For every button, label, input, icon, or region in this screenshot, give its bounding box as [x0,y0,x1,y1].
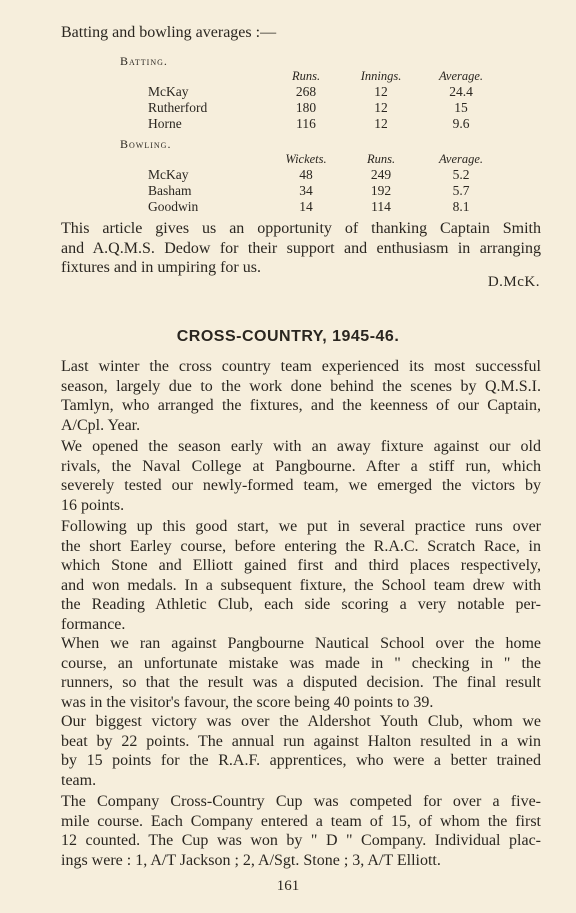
text-line: the short Earley course, before entering the R.A.C. Scratch Race, in [61,537,541,555]
text-line: Our biggest victory was over the Aldershot Youth Club, whom we [61,713,541,730]
runs-value: 192 [370,183,392,198]
average-value: 5.7 [452,183,470,198]
text-line: runners, so that the result was a disputed decision. The final result [61,674,541,691]
wickets-value: 34 [299,183,313,198]
text-line: and won medals. In a subsequent fixture, the School team drew with [61,576,541,594]
runs-value: 116 [296,116,316,131]
runs-value: 249 [370,167,392,182]
average-value: 9.6 [452,116,470,131]
text-line: which Stone and Elliott gained first and third places respectively, [61,557,541,574]
text-line: 12 counted. The Cup was won by " D " Company. Individual plac- [61,832,541,849]
bowling-col-runs: Runs. [366,152,396,166]
batting-col-runs: Runs. [291,69,321,83]
player-name: McKay [148,167,189,182]
text-line: When we ran against Pangbourne Nautical School over the home [61,635,541,652]
text-line: beat by 22 points. The annual run against Halton resulted in a win [61,732,541,750]
wickets-value: 14 [299,199,313,214]
batting-table [148,68,506,132]
average-value: 15 [454,100,468,115]
section-heading: CROSS-COUNTRY, 1945-46. [176,328,400,345]
text-line: A/Cpl. Year. [61,416,141,434]
text-line: This article gives us an opportunity of thanking Captain Smith [61,220,541,237]
text-line: by 15 points for the R.A.F. apprentices, who were a better trained [61,752,541,769]
table-row [148,116,506,132]
paragraph [61,634,541,712]
innings-value: 12 [374,116,388,131]
signature: D.McK. [487,274,540,290]
paragraph [61,517,541,634]
text-line: team. [61,771,97,789]
text-line: formance. [61,615,126,633]
text-line: Last winter the cross country team experienced its most successful [61,358,541,375]
paragraph [61,712,541,790]
bowling-label: Bowling. [120,137,172,151]
text-line: 16 points. [61,496,125,514]
innings-value: 12 [374,84,388,99]
text-line: ings were : 1, A/T Jackson ; 2, A/Sgt. Stone ; 3, A/T Elliott. [61,851,441,869]
average-value: 5.2 [452,167,470,182]
runs-value: 114 [371,199,391,214]
batting-header-row [148,68,506,84]
innings-value: 12 [374,100,388,115]
average-value: 24.4 [449,84,473,99]
text-line: season, largely due to the work done behind the scenes by Q.M.S.I. [61,377,541,395]
player-name: McKay [148,84,189,99]
text-line: course, an unfortunate mistake was made in " checking in " the [61,654,541,672]
batting-col-average: Average. [438,69,484,83]
bowling-col-average: Average. [438,152,484,166]
table-row [148,183,506,199]
paragraph [61,792,541,870]
player-name: Rutherford [148,100,208,115]
text-line: The Company Cross-Country Cup was competed for over a five- [61,793,541,810]
wickets-value: 48 [299,167,313,182]
text-line: was in the visitor's favour, the score being 40 points to 39. [61,693,434,711]
table-row [148,167,506,183]
averages-intro: Batting and bowling averages :— [61,24,277,41]
bowling-col-wickets: Wickets. [285,152,327,166]
bowling-table [148,151,506,215]
table-row [148,100,506,116]
batting-col-innings: Innings. [360,69,402,83]
runs-value: 268 [295,84,317,99]
batting-label: Batting. [120,54,168,68]
text-line: rivals, the Naval College at Pangbourne. After a stiff run, which [61,457,541,475]
text-line: We opened the season early with an away fixture against our old [61,438,541,455]
text-line: Following up this good start, we put in several practice runs over [61,518,541,535]
text-line: mile course. Each Company entered a team of 15, of whom the first [61,812,541,830]
thanks-paragraph [61,219,541,278]
text-line: the Reading Athletic Club, each side scoring a very notable per- [61,596,541,613]
text-line: and A.Q.M.S. Dedow for their support and enthusiasm in arranging [61,239,541,257]
paragraph [61,357,541,435]
player-name: Horne [148,116,182,131]
text-line: severely tested our newly-formed team, we emerged the victors by [61,477,541,494]
runs-value: 180 [295,100,317,115]
bowling-header-row [148,151,506,167]
paragraph [61,437,541,515]
average-value: 8.1 [452,199,470,214]
text-line: Tamlyn, who arranged the fixtures, and the keenness of our Captain, [61,397,541,414]
table-row [148,84,506,100]
table-row [148,199,506,215]
text-line: fixtures and in umpiring for us. [61,259,261,276]
player-name: Basham [148,183,192,198]
player-name: Goodwin [148,199,199,214]
page-number: 161 [276,878,300,894]
